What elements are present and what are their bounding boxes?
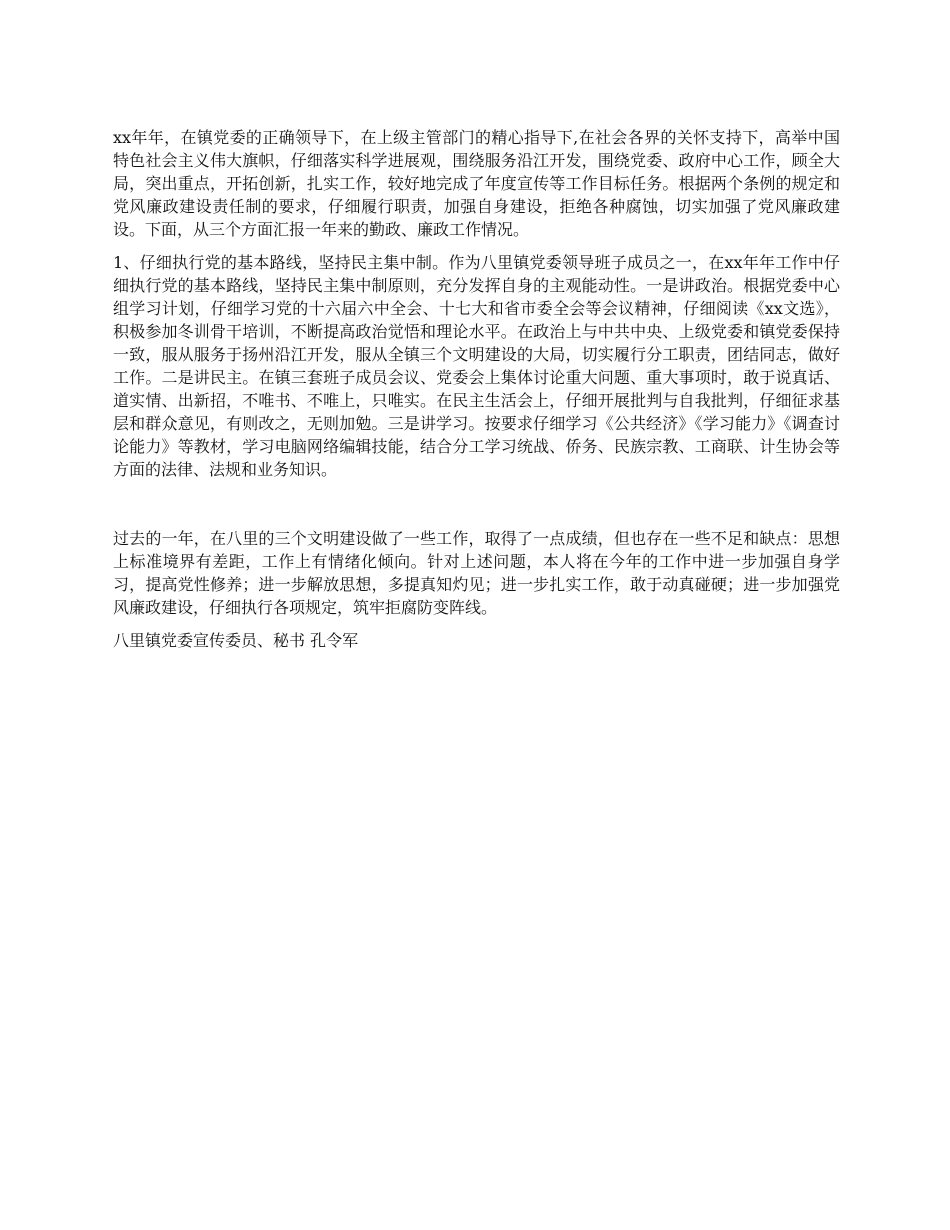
signature-line: 八里镇党委宣传委员、秘书 孔令军 [113,631,359,650]
document-body [113,126,840,662]
paragraph-spacer [113,491,840,527]
conclusion-paragraph: 过去的一年，在八里的三个文明建设做了一些工作，取得了一点成绩，但也存在一些不足和缺点：思想上标准境界有差距，工作上有情绪化倾向。针对上述问题，本人将在今年的工作中进一步加强自身学习，提高党性修养；进一步解放思想，多提真知灼见；进一步扎实工作，敢于动真碰硬；进一步加强党风廉政建设，仔细执行各项规定，筑牢拒腐防变阵线。 [113,529,840,617]
intro-paragraph: xx年年，在镇党委的正确领导下，在上级主管部门的精心指导下,在社会各界的关怀支持下，高举中国特色社会主义伟大旗帜，仔细落实科学进展观，围绕服务沿江开发，围绕党委、政府中心工作，顾全大局，突出重点，开拓创新，扎实工作，较好地完成了年度宣传等工作目标任务。根据两个条例的规定和党风廉政建设责任制的要求，仔细履行职责，加强自身建设，拒绝各种腐蚀，切实加强了党风廉政建设。下面，从三个方面汇报一年来的勤政、廉政工作情况。 [113,128,840,239]
section-1-paragraph: 1、仔细执行党的基本路线，坚持民主集中制。作为八里镇党委领导班子成员之一，在xx年年工作中仔细执行党的基本路线，坚持民主集中制原则，充分发挥自身的主观能动性。一是讲政治。根据党委中心组学习计划，仔细学习党的十六届六中全会、十七大和省市委全会等会议精神，仔细阅读《xx文选》，积极参加冬训骨干培训，不断提高政治觉悟和理论水平。在政治上与中共中央、上级党委和镇党委保持一致，服从服务于扬州沿江开发，服从全镇三个文明建设的大局，切实履行分工职责，团结同志，做好工作。二是讲民主。在镇三套班子成员会议、党委会上集体讨论重大问题、重大事项时，敢于说真话、道实情、出新招，不唯书、不唯上，只唯实。在民主生活会上，仔细开展批判与自我批判，仔细征求基层和群众意见，有则改之，无则加勉。三是讲学习。按要求仔细学习《公共经济》《学习能力》《调查讨论能力》等教材，学习电脑网络编辑技能，结合分工学习统战、侨务、民族宗教、工商联、计生协会等方面的法律、法规和业务知识。 [113,253,840,479]
